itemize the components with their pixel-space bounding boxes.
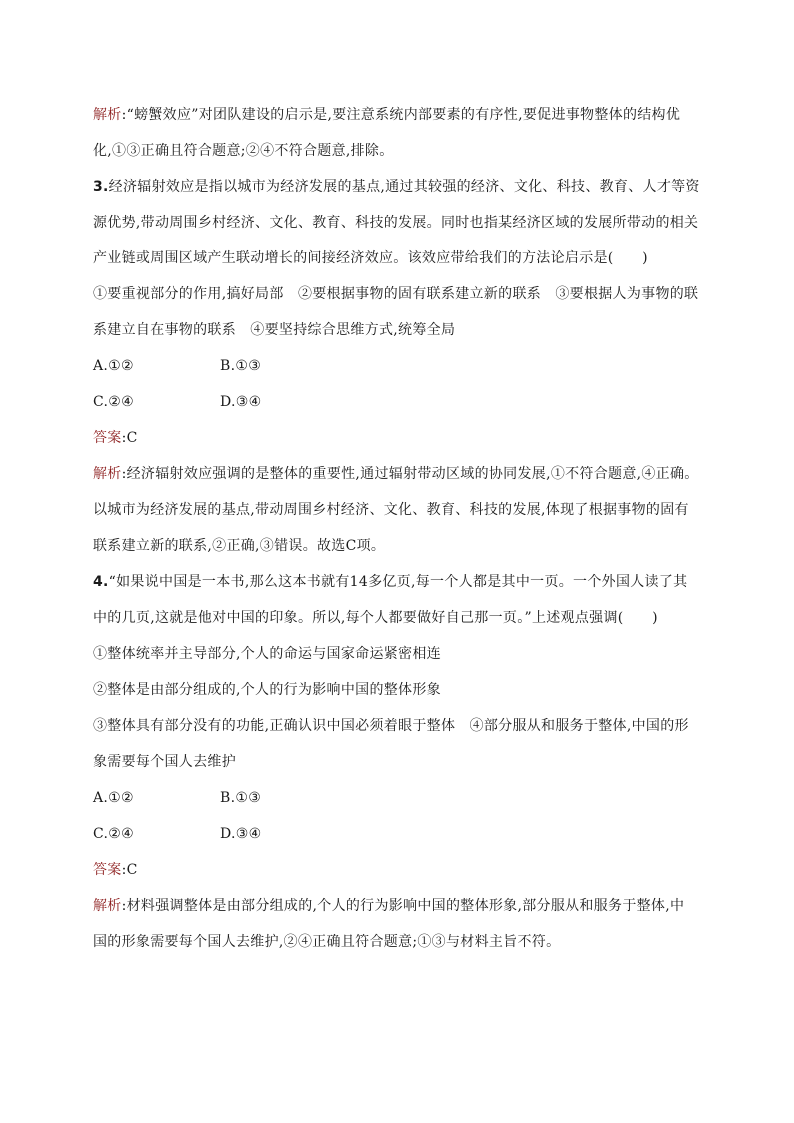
question-item: 象需要每个国人去维护 bbox=[93, 754, 236, 770]
analysis-line: 国的形象需要每个国人去维护,②④正确且符合题意;①③与材料主旨不符。 bbox=[93, 934, 561, 950]
answer-label: 答案 bbox=[93, 430, 122, 446]
question-item: ①要重视部分的作用,搞好局部 ②要根据事物的固有联系建立新的联系 ③要根据人为事物的联 bbox=[93, 286, 699, 302]
option-c: C.②④ bbox=[93, 826, 134, 842]
answer-value: :C bbox=[121, 862, 138, 878]
analysis-line: 化,①③正确且符合题意;②④不符合题意,排除。 bbox=[93, 143, 394, 159]
answer-label: 答案 bbox=[93, 862, 122, 878]
question-text: 中的几页,这就是他对中国的印象。所以,每个人都要做好自己那一页。”上述观点强调( ) bbox=[93, 610, 658, 626]
analysis-text: :材料强调整体是由部分组成的,个人的行为影响中国的整体形象,部分服从和服务于整体,中 bbox=[121, 898, 685, 914]
question-3-stem bbox=[93, 177, 700, 197]
analysis-text: :经济辐射效应强调的是整体的重要性,通过辐射带动区域的协同发展,①不符合题意,④正确。 bbox=[121, 466, 699, 482]
analysis-line bbox=[93, 105, 680, 125]
analysis-label: 解析 bbox=[93, 466, 122, 482]
option-d: D.③④ bbox=[220, 826, 262, 842]
question-text: “如果说中国是一本书,那么这本书就有14多亿页,每一个人都是其中一页。一个外国人读了其 bbox=[108, 574, 688, 590]
answer-line bbox=[93, 428, 138, 448]
analysis-line: 以城市为经济发展的基点,带动周围乡村经济、文化、教育、科技的发展,体现了根据事物的固有 bbox=[93, 502, 689, 518]
option-c: C.②④ bbox=[93, 394, 134, 410]
options-row bbox=[93, 356, 134, 376]
option-a: A.①② bbox=[93, 358, 134, 374]
analysis-label: 解析 bbox=[93, 898, 122, 914]
analysis-line: 联系建立新的联系,②正确,③错误。故选C项。 bbox=[93, 538, 386, 554]
question-number: 3. bbox=[93, 179, 109, 195]
question-item: ③整体具有部分没有的功能,正确认识中国必须着眼于整体 ④部分服从和服务于整体,中国的形 bbox=[93, 718, 689, 734]
option-a: A.①② bbox=[93, 790, 134, 806]
option-d: D.③④ bbox=[220, 394, 262, 410]
question-text: 经济辐射效应是指以城市为经济发展的基点,通过其较强的经济、文化、科技、教育、人才等资 bbox=[108, 179, 700, 195]
question-item: ②整体是由部分组成的,个人的行为影响中国的整体形象 bbox=[93, 682, 441, 698]
question-text: 源优势,带动周围乡村经济、文化、教育、科技的发展。同时也指某经济区域的发展所带动的相关 bbox=[93, 215, 699, 231]
question-number: 4. bbox=[93, 574, 109, 590]
option-b: B.①③ bbox=[220, 358, 262, 374]
analysis-text: :“螃蟹效应”对团队建设的启示是,要注意系统内部要素的有序性,要促进事物整体的结构优 bbox=[121, 107, 681, 123]
analysis-label: 解析 bbox=[93, 107, 122, 123]
question-item: 系建立自在事物的联系 ④要坚持综合思维方式,统筹全局 bbox=[93, 322, 456, 338]
question-4-stem bbox=[93, 572, 687, 592]
analysis-line bbox=[93, 464, 699, 484]
option-b: B.①③ bbox=[220, 790, 262, 806]
analysis-line bbox=[93, 896, 684, 916]
question-item: ①整体统率并主导部分,个人的命运与国家命运紧密相连 bbox=[93, 646, 441, 662]
answer-value: :C bbox=[121, 430, 138, 446]
answer-line bbox=[93, 860, 138, 880]
question-text: 产业链或周围区域产生联动增长的间接经济效应。该效应带给我们的方法论启示是( ) bbox=[93, 250, 648, 266]
